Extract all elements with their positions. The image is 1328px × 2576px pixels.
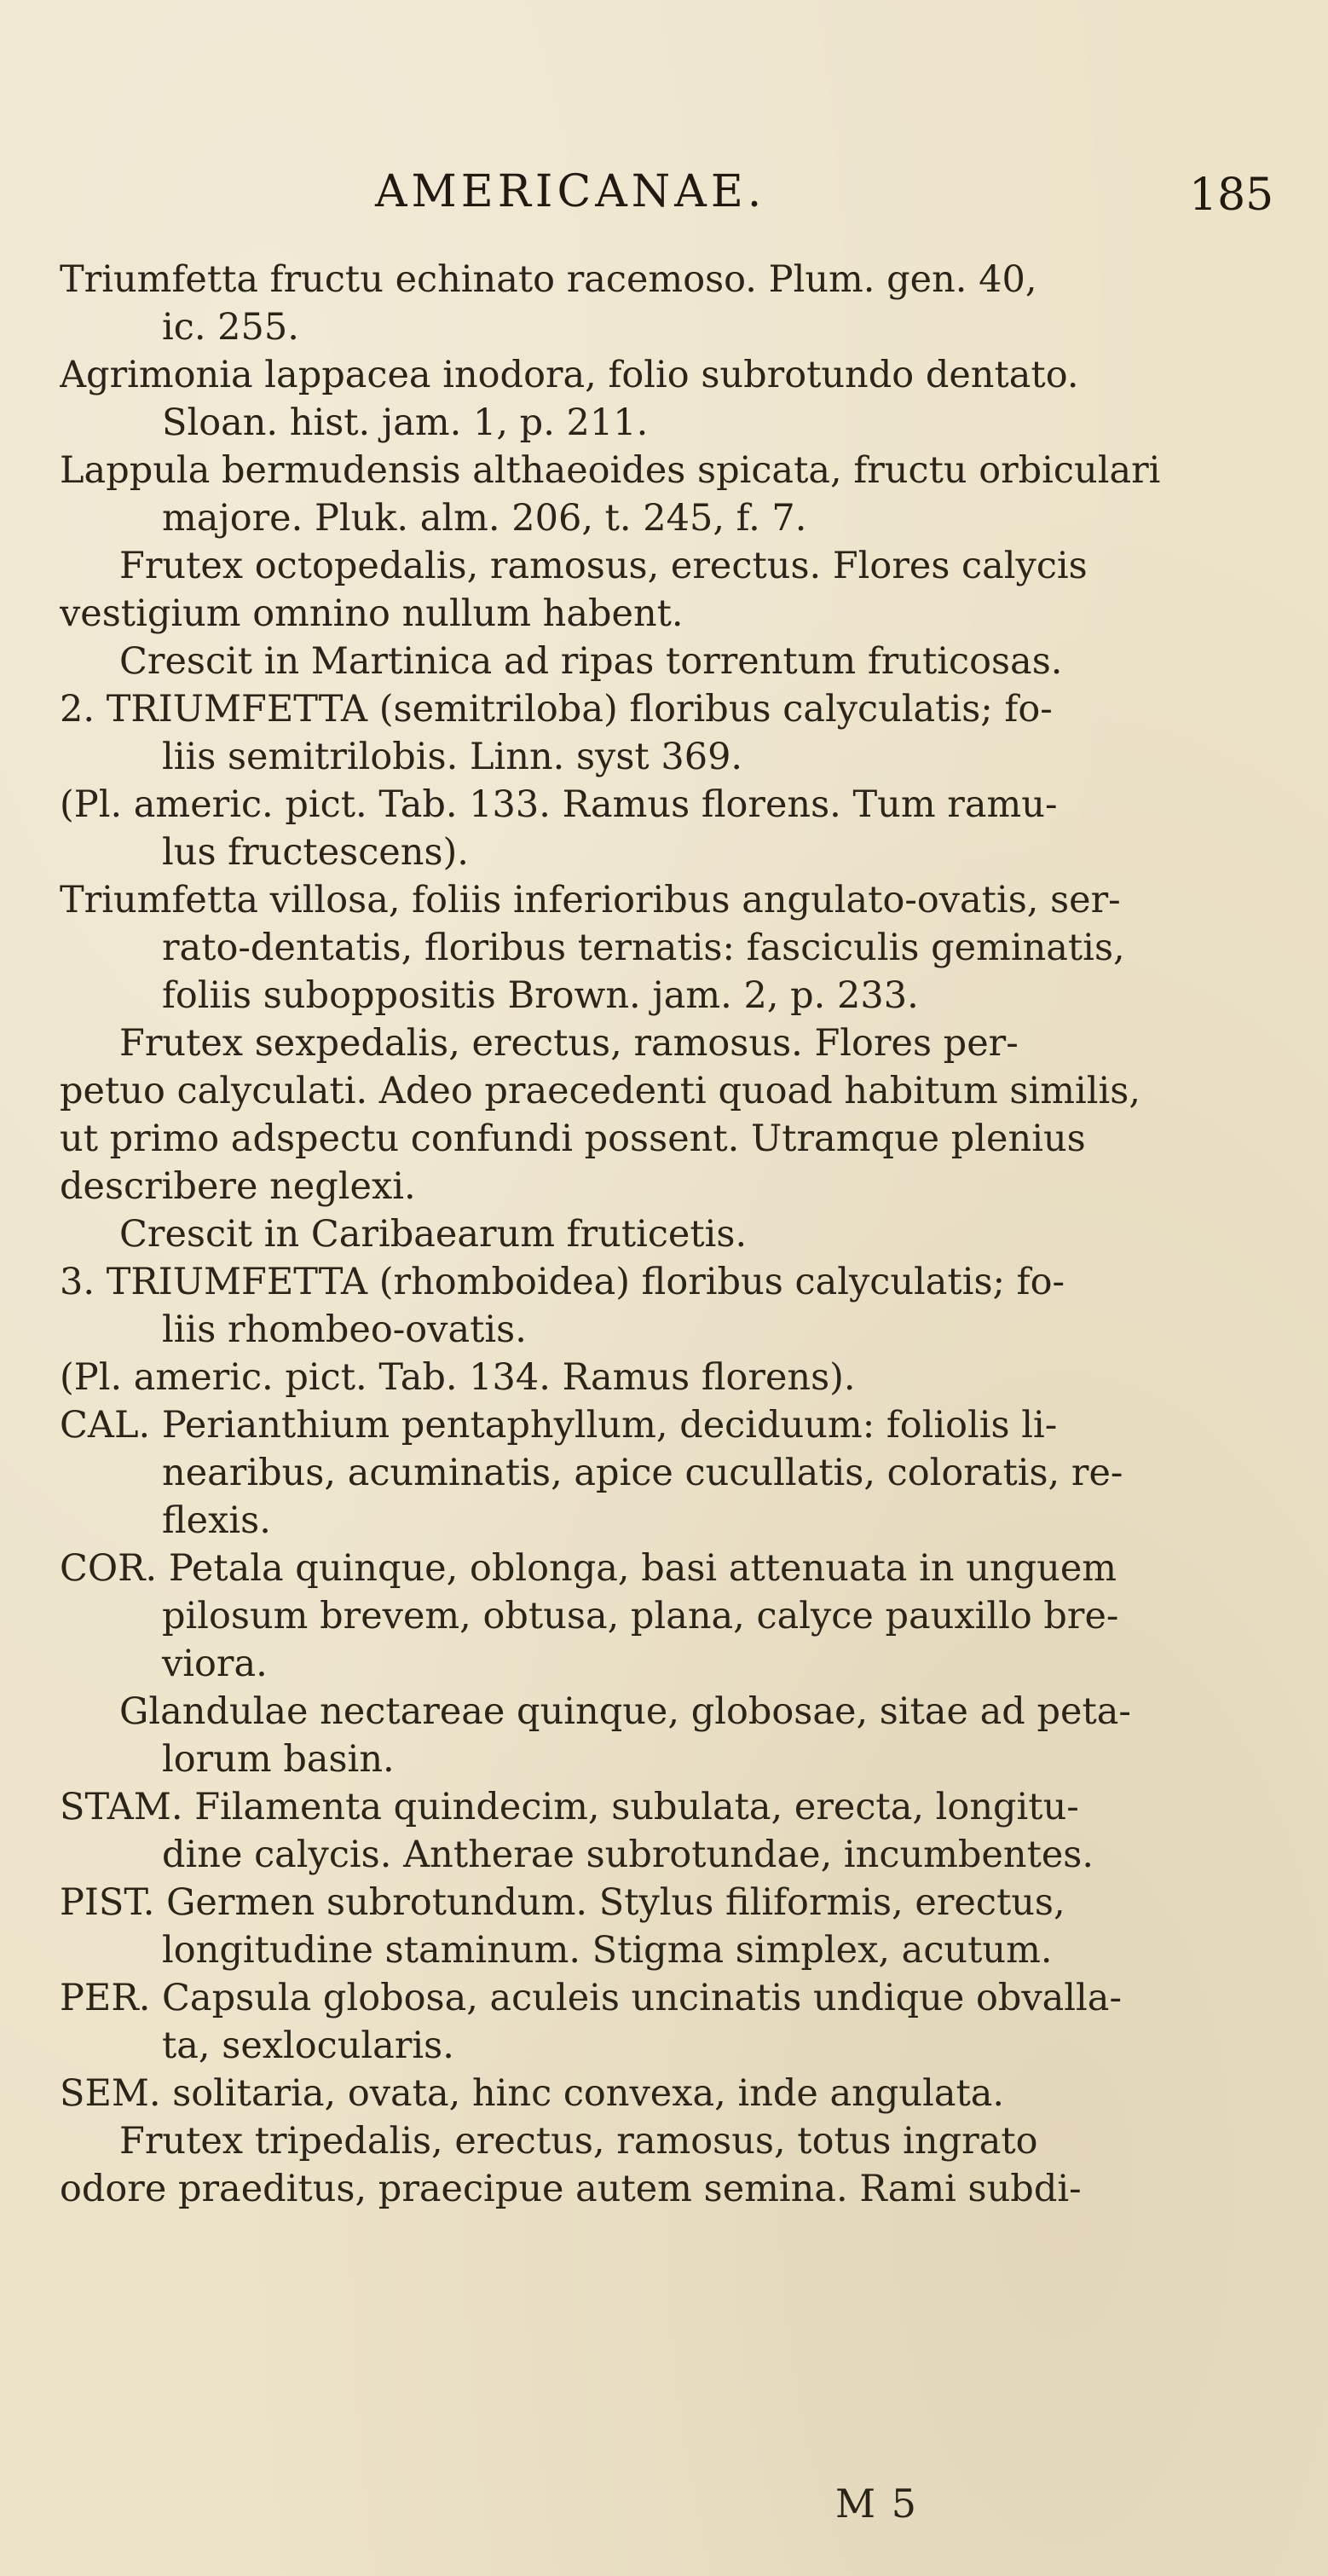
signature-mark: M 5 — [835, 2481, 918, 2527]
text-line: CAL. Perianthium pentaphyllum, deciduum: foliolis li- — [60, 1404, 1058, 1447]
page-number: 185 — [1189, 170, 1274, 221]
text-line: (Pl. americ. pict. Tab. 134. Ramus florens). — [60, 1356, 856, 1399]
text-line: 3. TRIUMFETTA (rhomboidea) floribus calyculatis; fo- — [60, 1261, 1065, 1303]
text-line: nearibus, acuminatis, apice cucullatis, coloratis, re- — [162, 1452, 1123, 1494]
text-line: Frutex octopedalis, ramosus, erectus. Flores calycis — [119, 545, 1088, 587]
text-line: odore praeditus, praecipue autem semina. Rami subdi- — [60, 2168, 1082, 2210]
text-line: rato-dentatis, floribus ternatis: fasciculis geminatis, — [162, 927, 1125, 969]
text-line: pilosum brevem, obtusa, plana, calyce pauxillo bre- — [162, 1595, 1119, 1637]
text-line: flexis. — [162, 1499, 271, 1542]
text-line: 2. TRIUMFETTA (semitriloba) floribus calyculatis; fo- — [60, 688, 1053, 731]
text-line: PIST. Germen subrotundum. Stylus filiformis, erectus, — [60, 1881, 1065, 1924]
text-line: liis rhombeo-ovatis. — [162, 1308, 527, 1351]
text-line: lus fructescens). — [162, 831, 469, 874]
page-header — [0, 166, 1328, 234]
text-line: viora. — [162, 1643, 268, 1685]
text-line: Agrimonia lappacea inodora, folio subrotundo dentato. — [60, 354, 1079, 396]
text-line: foliis suboppositis Brown. jam. 2, p. 233. — [162, 974, 919, 1017]
text-line: Triumfetta villosa, foliis inferioribus angulato-ovatis, ser- — [60, 879, 1121, 921]
text-line: ta, sexlocularis. — [162, 2024, 454, 2067]
text-line: Frutex sexpedalis, erectus, ramosus. Flores per- — [119, 1022, 1019, 1065]
text-line: Frutex tripedalis, erectus, ramosus, totus ingrato — [119, 2120, 1038, 2163]
text-line: Triumfetta fructu echinato racemoso. Plum. gen. 40, — [60, 258, 1037, 301]
text-line: lorum basin. — [162, 1738, 395, 1781]
text-line: STAM. Filamenta quindecim, subulata, erecta, longitu- — [60, 1786, 1079, 1828]
body-text — [60, 256, 1270, 2213]
text-line: Glandulae nectareae quinque, globosae, sitae ad peta- — [119, 1690, 1131, 1733]
text-line: SEM. solitaria, ovata, hinc convexa, inde angulata. — [60, 2072, 1005, 2115]
text-line: majore. Pluk. alm. 206, t. 245, f. 7. — [162, 497, 807, 540]
text-line: longitudine staminum. Stigma simplex, acutum. — [162, 1929, 1053, 1972]
text-line: Crescit in Martinica ad ripas torrentum fruticosas. — [119, 640, 1063, 683]
text-line: ic. 255. — [162, 306, 299, 349]
text-line: Crescit in Caribaearum fruticetis. — [119, 1213, 748, 1256]
text-line: COR. Petala quinque, oblonga, basi attenuata in unguem — [60, 1547, 1117, 1590]
text-line: PER. Capsula globosa, aculeis uncinatis undique obvalla- — [60, 1977, 1122, 2019]
text-line: describere neglexi. — [60, 1165, 416, 1208]
text-line: Lappula bermudensis althaeoides spicata, fructu orbiculari — [60, 449, 1161, 492]
text-line: vestigium omnino nullum habent. — [60, 592, 684, 635]
text-line: Sloan. hist. jam. 1, p. 211. — [162, 401, 649, 444]
text-line: (Pl. americ. pict. Tab. 133. Ramus florens. Tum ramu- — [60, 783, 1058, 826]
running-head: AMERICANAE. — [375, 166, 766, 217]
text-line: dine calycis. Antherae subrotundae, incumbentes. — [162, 1834, 1094, 1876]
text-line: ut primo adspectu confundi possent. Utramque plenius — [60, 1118, 1086, 1160]
text-line: petuo calyculati. Adeo praecedenti quoad habitum similis, — [60, 1070, 1140, 1112]
text-line: liis semitrilobis. Linn. syst 369. — [162, 736, 743, 778]
